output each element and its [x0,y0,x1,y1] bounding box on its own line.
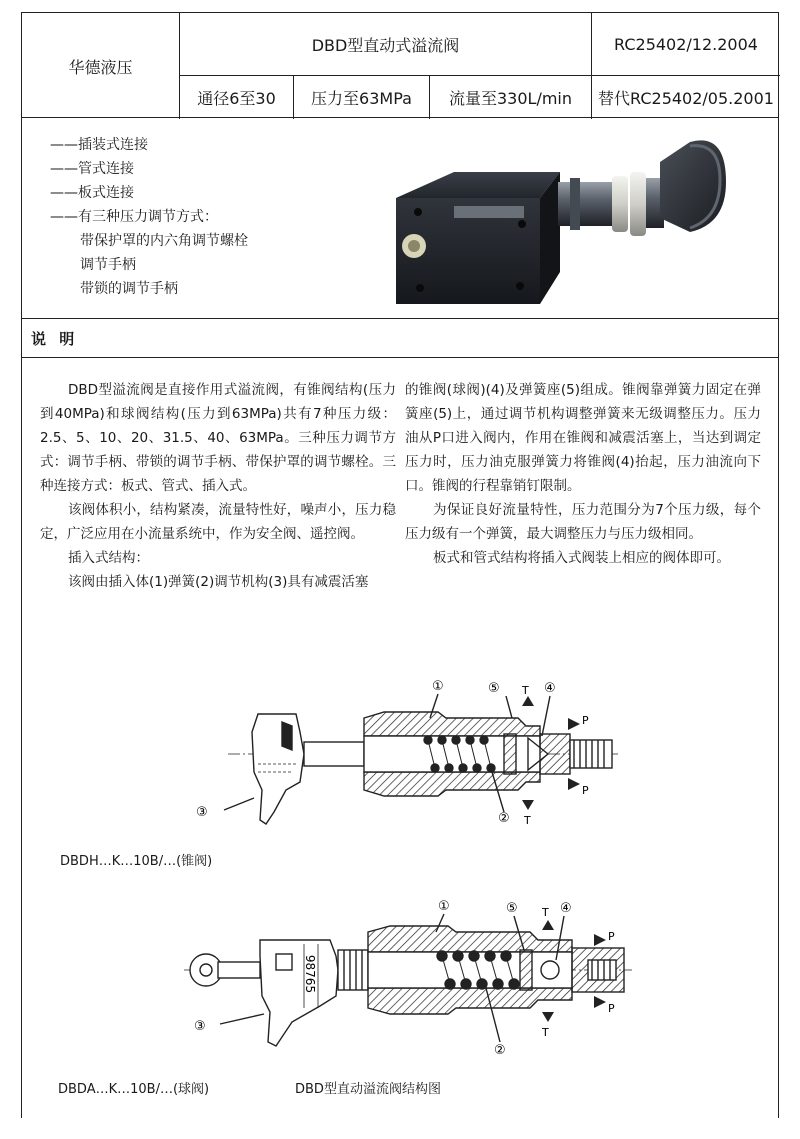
valve-product-photo [390,132,730,310]
spec-flow: 流量至330L/min [430,76,592,119]
diagram-label-t-top: T [522,684,529,697]
caption-diagram-title: DBD型直动溢流阀结构图 [295,1082,441,1097]
diagram-label-3: ③ [194,1019,206,1034]
diagram-label-2: ② [498,811,510,826]
section-title: 说 明 [31,329,79,348]
diagram-label-2: ② [494,1043,506,1058]
diagram-label-p-top: P [582,714,589,727]
feature-item: ——有三种压力调节方式： [50,209,218,225]
description-right-column [405,378,761,570]
diagram-label-5: ⑤ [488,681,500,696]
feature-subitem: 带保护罩的内六角调节螺栓 [80,233,248,249]
description-paragraph: 该阀由插入体(1)弹簧(2)调节机构(3)具有减震活塞 [68,574,369,590]
diagram-label-1: ① [438,899,450,914]
description-paragraph: 该阀体积小，结构紧凑，流量特性好，噪声小，压力稳定，广泛应用在小流量系统中，作为安全阀、遥控阀。 [40,502,396,542]
diagram-cone-valve [188,672,628,832]
spec-bore: 通径6至30 [180,76,294,119]
description-paragraph: 插入式结构： [68,550,149,566]
handwheel-scale: 98765 [303,954,317,994]
company-name: 华德液压 [22,13,180,119]
feature-item: ——板式连接 [50,185,134,201]
diagram-label-5: ⑤ [506,901,518,916]
diagram-label-4: ④ [544,681,556,696]
description-paragraph: 的锥阀(球阀)(4)及弹簧座(5)组成。锥阀靠弹簧力固定在弹簧座(5)上，通过调节机构调整弹簧来无级调整压力。压力油从P口进入阀内，作用在锥阀和减震活塞上，当达到调定压力时，压力油克服弹簧力将锥阀(4)抬起，压力油流向下口。锥阀的行程靠销钉限制。 [405,382,761,494]
document-number: RC25402/12.2004 [592,13,780,76]
description-left-column [40,378,396,594]
diagram-label-t-top: T [542,906,549,919]
diagram-ball-valve [180,896,640,1076]
description-paragraph: 板式和管式结构将插入式阀装上相应的阀体即可。 [433,550,730,566]
section-header [21,318,779,358]
diagram-label-4: ④ [560,901,572,916]
diagram-label-p-bottom: P [608,1002,615,1015]
document-title: DBD型直动式溢流阀 [180,13,592,76]
frame-left-border [21,118,22,1118]
caption-dbdh: DBDH…K…10B/…(锥阀) [60,854,213,869]
feature-subitem: 带锁的调节手柄 [80,281,178,297]
diagram-label-1: ① [432,679,444,694]
diagram-label-t-bottom: T [524,814,531,827]
description-paragraph: DBD型溢流阀是直接作用式溢流阀，有锥阀结构(压力到40MPa)和球阀结构(压力到63MPa)共有7种压力级：2.5、5、10、20、31.5、40、63MPa。三种压力调节方式：调节手柄、带锁的调节手柄、带保护罩的调节螺栓。三种连接方式：板式、管式、插入式。 [40,382,396,494]
diagram-label-p-top: P [608,930,615,943]
feature-item: ——插装式连接 [50,137,148,153]
spec-replaces: 替代RC25402/05.2001 [598,89,774,108]
spec-pressure: 压力至63MPa [294,76,430,119]
diagram-label-3: ③ [196,805,208,820]
feature-subitem: 调节手柄 [80,257,136,273]
description-paragraph: 为保证良好流量特性，压力范围分为7个压力级，每个压力级有一个弹簧，最大调整压力与压力级相同。 [405,502,761,542]
frame-right-border [778,118,779,1118]
diagram-label-p-bottom: P [582,784,589,797]
feature-item: ——管式连接 [50,161,134,177]
diagram-label-t-bottom: T [542,1026,549,1039]
feature-list [50,133,380,301]
header-table [21,12,779,118]
caption-dbda: DBDA…K…10B/…(球阀) [58,1082,210,1097]
